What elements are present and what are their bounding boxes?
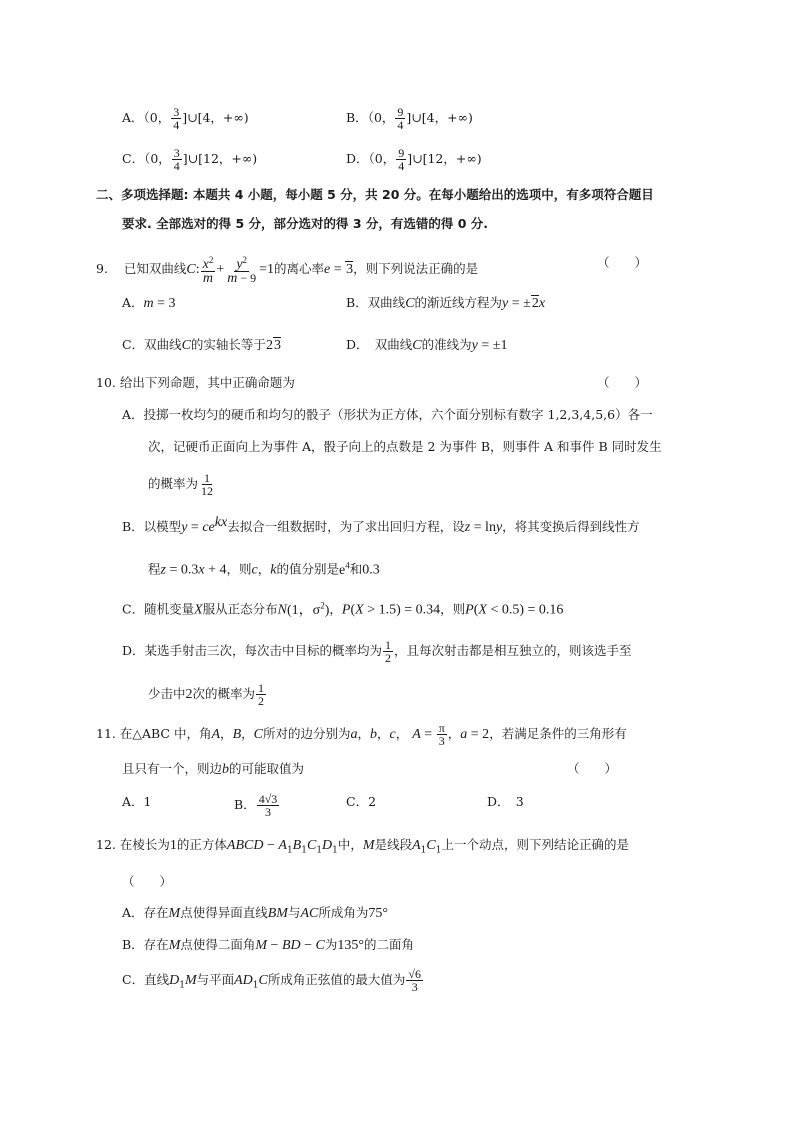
q11-answer-paren: （ ） xyxy=(567,761,618,776)
q11-stem-line1: 11. 在△ABC 中，角A，B，C所对的边分别为a，b，c， A = $\frac{\pi}{3}$ ，a = 2，若满足条件的三角形有 xyxy=(96,721,627,748)
q8-option-d: D．（0， $\frac{9}{4}$ ]∪[12，+∞) xyxy=(346,146,482,173)
q12-option-c: C．直线$D_1M$与平面$AD_1C$所成角正弦值的最大值为 $\frac{√6}{3}$ xyxy=(122,967,421,994)
q8-option-c: C．（0， $\frac{3}{4}$ ]∪[12，+∞) xyxy=(122,146,258,173)
q10-option-b-line1: B．以模型$y = ce^{kx}$去拟合一组数据时，为了求出回归方程，设z = lny，将其变换后得到线性方 xyxy=(122,515,640,536)
q10-option-d-line1: D．某选手射击三次，每次击中目标的概率均为 $\frac{1}{2}$ ，且每次射击都是相互独立的，则该选手至 xyxy=(122,638,632,665)
q11-option-c: C．2 xyxy=(346,794,377,809)
section-2-heading-line2: 要求. 全部选对的得 5 分，部分选对的得 3 分，有选错的得 0 分. xyxy=(122,216,489,231)
q9-stem: 9. 已知双曲线C: $\frac{x^2}{m}$ + $\frac{y^2}{m - 9}$ =1的离心率e = 3，则下列说法正确的是 xyxy=(96,255,479,286)
q10-option-a-line3: 的概率为 $\frac{1}{12}$ xyxy=(148,471,214,498)
section-2-heading-line1: 二、多项选择题: 本题共 4 小题，每小题 5 分，共 20 分。在每小题给出的选项中，有多项符合题目 xyxy=(96,187,654,202)
q12-option-b: B．存在M点使得二面角M − BD − C为135°的二面角 xyxy=(122,937,415,953)
q9-option-d: D． 双曲线C的准线为y = ±1 xyxy=(346,337,508,353)
q9-option-c: C．双曲线C的实轴长等于23 xyxy=(122,337,281,353)
q11-option-a: A．1 xyxy=(122,794,152,809)
q10-option-c: C．随机变量X服从正态分布N(1，$\sigma^2$)，P(X > 1.5) = 0.34，则P(X < 0.5) = 0.16 xyxy=(122,600,564,618)
q10-answer-paren: （ ） xyxy=(597,375,648,390)
q10-option-a-line2: 次，记硬币正面向上为事件 A，骰子向上的点数是 2 为事件 B，则事件 A 和事件 B 同时发生 xyxy=(148,439,662,454)
q11-option-d: D． 3 xyxy=(487,794,524,809)
q10-option-b-line2: 程z = 0.3x + 4，则c，k的值分别是$e^4$和0.3 xyxy=(148,560,380,578)
q9-option-b: B．双曲线C的渐近线方程为y = ±2x xyxy=(346,295,546,311)
q10-stem: 10. 给出下列命题，其中正确命题为 xyxy=(96,375,295,390)
q9-option-a: A．m = 3 xyxy=(122,295,176,311)
q8-option-b: B．（0， $\frac{9}{4}$ ]∪[4，+∞) xyxy=(346,105,473,132)
q9-answer-paren: （ ） xyxy=(597,255,648,270)
q10-option-d-line2: 少击中2次的概率为 $\frac{1}{2}$ xyxy=(148,681,265,708)
q12-answer-paren: （ ） xyxy=(122,874,173,889)
q12-stem: 12. 在棱长为1的正方体ABCD − $A_1B_1C_1D_1$中，M是线段$A_1C_1$上一个动点，则下列结论正确的是 xyxy=(96,837,629,856)
q10-option-a-line1: A．投掷一枚均匀的硬币和均匀的骰子（形状为正方体，六个面分别标有数字 1,2,3,4,5,6）各一 xyxy=(122,407,653,422)
q8-option-a: A．（0， $\frac{3}{4}$ ]∪[4，+∞) xyxy=(122,105,249,132)
q11-stem-line2: 且只有一个，则边b的可能取值为 xyxy=(122,761,305,777)
q11-option-b: B． $\frac{4√3}{3}$ xyxy=(234,792,278,819)
q12-option-a: A．存在M点使得异面直线BM与AC所成角为75° xyxy=(122,905,388,921)
